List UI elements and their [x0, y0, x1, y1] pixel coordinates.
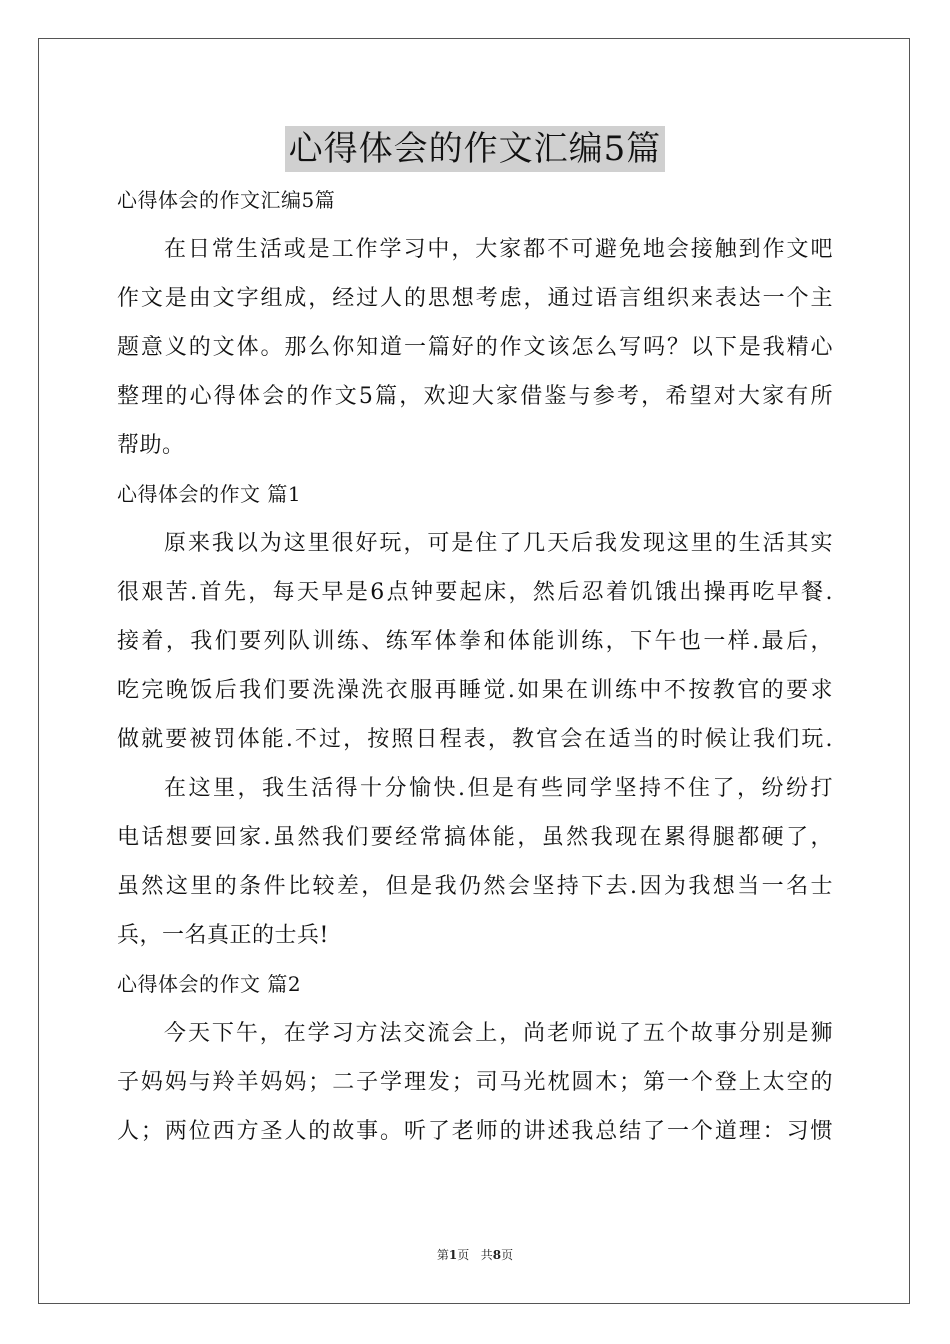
paragraph-line: 原来我以为这里很好玩，可是住了几天后我发现这里的生活其实 [164, 531, 833, 556]
paragraph-line: 在这里，我生活得十分愉快.但是有些同学坚持不住了，纷纷打 [164, 776, 833, 801]
intro-line: 帮助。 [117, 433, 185, 458]
intro-line: 题意义的文体。那么你知道一篇好的作文该怎么写吗？以下是我精心 [117, 335, 833, 360]
page-footer [0, 1246, 950, 1263]
intro-line: 在日常生活或是工作学习中，大家都不可避免地会接触到作文吧 [164, 237, 833, 262]
document-body [117, 176, 833, 1156]
paragraph-line: 兵，一名真正的士兵! [117, 923, 329, 948]
total-page-count: 8 [492, 1248, 502, 1262]
page-label-suffix: 页 [457, 1248, 470, 1262]
current-page-number: 1 [448, 1248, 458, 1262]
total-label-prefix: 共 [480, 1248, 493, 1262]
paragraph-line: 今天下午，在学习方法交流会上，尚老师说了五个故事分别是狮 [164, 1021, 833, 1046]
total-label-suffix: 页 [501, 1248, 514, 1262]
title-container [0, 126, 950, 172]
paragraph-line: 很艰苦.首先，每天早是6点钟要起床，然后忍着饥饿出操再吃早餐. [117, 580, 833, 605]
document-subtitle: 心得体会的作文汇编5篇 [117, 188, 336, 212]
paragraph-line: 吃完晚饭后我们要洗澡洗衣服再睡觉.如果在训练中不按教官的要求 [117, 678, 833, 703]
intro-line: 整理的心得体会的作文5篇，欢迎大家借鉴与参考，希望对大家有所 [117, 384, 833, 409]
paragraph-line: 电话想要回家.虽然我们要经常搞体能，虽然我现在累得腿都硬了， [117, 825, 833, 850]
document-title: 心得体会的作文汇编5篇 [285, 126, 666, 172]
paragraph-line: 虽然这里的条件比较差，但是我仍然会坚持下去.因为我想当一名士 [117, 874, 833, 899]
section-heading-1: 心得体会的作文 篇1 [117, 482, 302, 506]
paragraph-line: 做就要被罚体能.不过，按照日程表，教官会在适当的时候让我们玩. [117, 727, 833, 752]
paragraph-line: 接着，我们要列队训练、练军体拳和体能训练，下午也一样.最后， [117, 629, 833, 654]
paragraph-line: 子妈妈与羚羊妈妈；二子学理发；司马光枕圆木；第一个登上太空的 [117, 1070, 833, 1095]
intro-line: 作文是由文字组成，经过人的思想考虑，通过语言组织来表达一个主 [117, 286, 833, 311]
section-heading-2: 心得体会的作文 篇2 [117, 972, 302, 996]
paragraph-line: 人；两位西方圣人的故事。听了老师的讲述我总结了一个道理：习惯 [117, 1119, 833, 1144]
page-label-prefix: 第 [436, 1248, 449, 1262]
